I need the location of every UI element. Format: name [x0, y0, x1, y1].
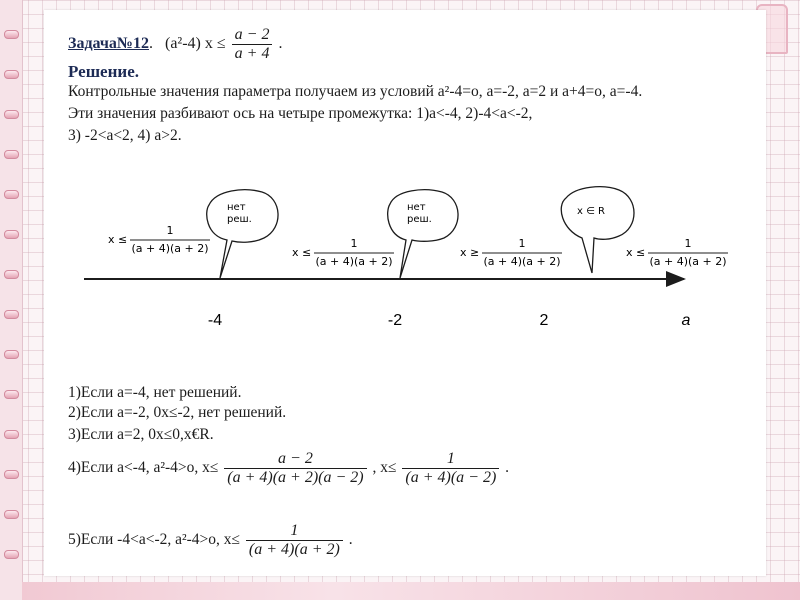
bubble-3-line-1: x ∈ R: [577, 206, 605, 217]
interval-2-num: 1: [350, 237, 358, 250]
case-5-end: .: [348, 531, 353, 549]
bubble-no-solution-2: [388, 190, 458, 278]
interval-2-lhs: x ≤: [292, 246, 312, 259]
bottom-decoration: [22, 582, 800, 600]
task-fraction: [232, 26, 273, 63]
case-4-fraction-2-denominator: (a + 4)(a − 2): [402, 468, 499, 487]
bubble-1-line-1: нет: [227, 202, 246, 213]
task-label: Задача№12: [68, 35, 149, 53]
solution-line-2: Эти значения разбивают ось на четыре промежутка: 1)a<-4, 2)-4<a<-2,: [68, 105, 533, 122]
case-3: 3)Если a=2, 0x≤0,x€R.: [68, 426, 214, 443]
case-4: [68, 450, 509, 487]
slide-sheet: [44, 10, 766, 576]
task-label-dot: .: [149, 35, 153, 53]
interval-4-den: (a + 4)(a + 2): [649, 255, 727, 268]
binding-ring: [4, 270, 19, 279]
binding-ring: [4, 110, 19, 119]
binding-ring: [4, 30, 19, 39]
binding-ring: [4, 390, 19, 399]
interval-label-1: [108, 224, 210, 255]
interval-2-den: (a + 4)(a + 2): [315, 255, 393, 268]
case-2: 2)Если a=-2, 0x≤-2, нет решений.: [68, 404, 287, 421]
binding-ring: [4, 230, 19, 239]
interval-1-lhs: x ≤: [108, 233, 128, 246]
binding-ring: [4, 150, 19, 159]
bubble-2-line-2: реш.: [407, 214, 432, 225]
case-5-prefix: 5)Если -4<a<-2, a²-4>o, x≤: [68, 531, 241, 549]
tick-label-minus-2: -2: [387, 312, 403, 329]
interval-3-num: 1: [518, 237, 526, 250]
case-4-fraction-1-numerator: a − 2: [278, 450, 313, 467]
tick-label-minus-4: -4: [207, 312, 223, 329]
solution-line-1: Контрольные значения параметра получаем из условий a²-4=o, a=-2, a=2 и a+4=o, a=-4.: [68, 83, 643, 100]
case-5-fraction-numerator: 1: [290, 522, 299, 539]
case-4-prefix: 4)Если a<-4, a²-4>o, x≤: [68, 459, 219, 477]
case-5-fraction: [246, 522, 343, 559]
bubble-no-solution-1: [207, 190, 278, 278]
binding-ring: [4, 190, 19, 199]
case-4-end: .: [505, 459, 510, 477]
tick-label-2: 2: [539, 312, 549, 329]
bubble-x-in-r: [561, 187, 634, 273]
interval-4-num: 1: [684, 237, 692, 250]
axis-label-a: a: [681, 312, 691, 329]
case-1: 1)Если a=-4, нет решений.: [68, 384, 242, 401]
case-5: [68, 522, 353, 559]
binding-ring: [4, 70, 19, 79]
binding-ring: [4, 470, 19, 479]
task-end-dot: .: [278, 35, 283, 53]
task-fraction-denominator: a + 4: [232, 44, 273, 63]
task-fraction-numerator: a − 2: [234, 26, 270, 43]
interval-label-4: [626, 237, 728, 268]
solution-line-3: 3) -2<a<2, 4) a>2.: [68, 127, 182, 144]
case-4-mid: , x≤: [372, 459, 397, 477]
number-line-diagram: [44, 170, 766, 330]
interval-4-lhs: x ≤: [626, 246, 646, 259]
task-statement: [68, 26, 282, 63]
interval-3-den: (a + 4)(a + 2): [483, 255, 561, 268]
interval-1-num: 1: [166, 224, 174, 237]
case-4-fraction-1-denominator: (a + 4)(a + 2)(a − 2): [224, 468, 366, 487]
notebook-binding: [0, 0, 23, 600]
case-4-fraction-1: [224, 450, 366, 487]
case-4-fraction-2-numerator: 1: [446, 450, 455, 467]
interval-label-2: [292, 237, 394, 268]
binding-ring: [4, 430, 19, 439]
binding-ring: [4, 310, 19, 319]
bubble-1-line-2: реш.: [227, 214, 252, 225]
interval-1-den: (a + 4)(a + 2): [131, 242, 209, 255]
task-inequality-lhs: (a²-4) x ≤: [165, 35, 226, 53]
binding-ring: [4, 550, 19, 559]
solution-heading: Решение.: [68, 62, 139, 81]
binding-ring: [4, 350, 19, 359]
interval-label-3: [460, 237, 562, 268]
interval-3-lhs: x ≥: [460, 246, 480, 259]
case-4-fraction-2: [402, 450, 499, 487]
bubble-2-line-1: нет: [407, 202, 426, 213]
case-5-fraction-denominator: (a + 4)(a + 2): [246, 540, 343, 559]
binding-ring: [4, 510, 19, 519]
